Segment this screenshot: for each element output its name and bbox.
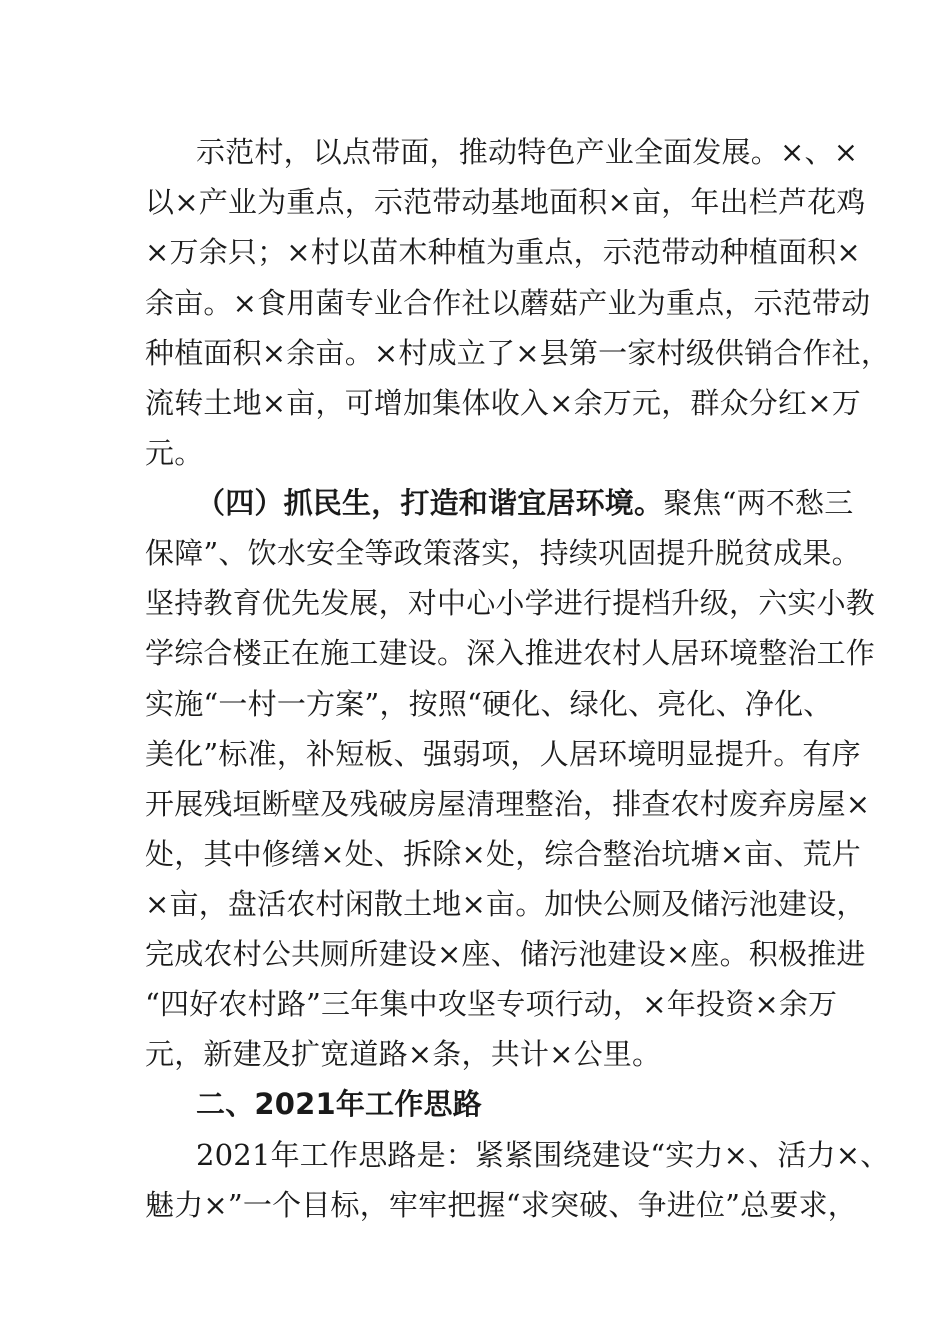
paragraph-line: 2021年工作思路是：紧紧围绕建设“实力×、活力×、: [196, 1138, 890, 1172]
paragraph-line: 美化”标准，补短板、强弱项，人居环境明显提升。有序: [145, 737, 861, 771]
paragraph-line: 魅力×”一个目标，牢牢把握“求突破、争进位”总要求，: [145, 1188, 857, 1222]
paragraph-line: 处，其中修缮×处、拆除×处，综合整治坑塘×亩、荒片: [145, 837, 861, 871]
paragraph-line: 以×产业为重点，示范带动基地面积×亩，年出栏芦花鸡: [145, 185, 866, 219]
paragraph-line: ×万余只；×村以苗木种植为重点，示范带动种植面积×: [145, 235, 861, 269]
paragraph-line: 余亩。×食用菌专业合作社以蘑菇产业为重点，示范带动: [145, 286, 871, 320]
paragraph-line: 坚持教育优先发展，对中心小学进行提档升级，六实小教: [145, 586, 876, 620]
paragraph-line: 流转土地×亩，可增加集体收入×余万元，群众分红×万: [145, 386, 861, 420]
paragraph-line: ×亩，盘活农村闲散土地×亩。加快公厕及储污池建设，: [145, 887, 866, 921]
paragraph-line: 示范村，以点带面，推动特色产业全面发展。×、×: [196, 135, 859, 169]
section-2-heading: 二、2021年工作思路: [196, 1087, 482, 1121]
paragraph-line: 开展残垣断壁及残破房屋清理整治，排查农村废弃房屋×: [145, 787, 871, 821]
paragraph-text: 聚焦“两不愁三: [663, 486, 854, 520]
paragraph-line: 实施“一村一方案”，按照“硬化、绿化、亮化、净化、: [145, 687, 833, 721]
section-4-paragraph-start: [196, 483, 886, 523]
paragraph-line: 种植面积×余亩。×村成立了×县第一家村级供销合作社，: [145, 336, 891, 370]
paragraph-line: 完成农村公共厕所建设×座、储污池建设×座。积极推进: [145, 937, 866, 971]
paragraph-line: 元，新建及扩宽道路×条，共计×公里。: [145, 1037, 662, 1071]
paragraph-line: 元。: [145, 436, 204, 470]
paragraph-line: “四好农村路”三年集中攻坚专项行动，×年投资×余万: [145, 987, 838, 1021]
paragraph-line: 保障”、饮水安全等政策落实，持续巩固提升脱贫成果。: [145, 536, 861, 570]
paragraph-line: 学综合楼正在施工建设。深入推进农村人居环境整治工作: [145, 636, 876, 670]
section-4-heading: （四）抓民生，打造和谐宜居环境。: [196, 486, 664, 520]
